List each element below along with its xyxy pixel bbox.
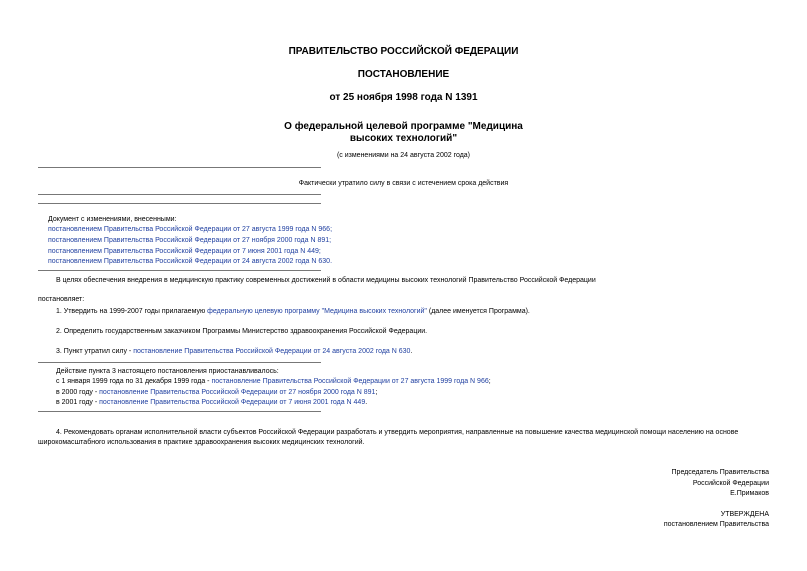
suspension-link[interactable]: постановление Правительства Российской Федерации от 27 ноября 2000 года N 891 — [99, 389, 376, 396]
suspension-item — [56, 398, 367, 407]
status-note: Фактически утратило силу в связи с истечением срока действия — [298, 180, 509, 187]
paragraph-3-suffix: . — [410, 348, 413, 355]
decrees-word: постановляет: — [38, 296, 85, 303]
suspension-link[interactable]: постановление Правительства Российской Федерации от 7 июня 2001 года N 449 — [99, 399, 366, 406]
suspension-link[interactable]: постановление Правительства Российской Федерации от 27 августа 1999 года N 966 — [211, 378, 489, 385]
suspension-suffix: . — [365, 399, 368, 406]
suspension-prefix: в 2000 году - — [56, 389, 98, 396]
divider — [38, 194, 321, 195]
paragraph-1-prefix: 1. Утвердить на 1999-2007 годы прилагаемую — [56, 308, 206, 315]
paragraph-4-line-1: 4. Рекомендовать органам исполнительной власти субъектов Российской Федерации разработать и утвердить мероприятия, направленные на повышение качества медицинской помощи населению на основе — [56, 429, 739, 436]
change-link[interactable]: постановлением Правительства Российской Федерации от 27 августа 1999 года N 966; — [48, 226, 333, 233]
date-number: от 25 ноября 1998 года N 1391 — [329, 92, 478, 103]
paragraph-3-prefix: 3. Пункт утратил силу - — [56, 348, 132, 355]
program-link[interactable]: федеральную целевую программу "Медицина высоких технологий" — [207, 308, 427, 315]
change-link[interactable]: постановлением Правительства Российской Федерации от 7 июня 2001 года N 449; — [48, 248, 321, 255]
divider — [38, 203, 321, 204]
title-line-1: О федеральной целевой программе "Медицина — [284, 121, 523, 132]
divider — [38, 167, 321, 168]
suspension-suffix: ; — [375, 389, 378, 396]
government-heading: ПРАВИТЕЛЬСТВО РОССИЙСКОЙ ФЕДЕРАЦИИ — [288, 46, 519, 57]
title-line-2: высоких технологий" — [349, 133, 458, 144]
paragraph-3 — [56, 347, 412, 356]
paragraph-2: 2. Определить государственным заказчиком Программы Министерство здравоохранения Российской Федерации. — [56, 328, 428, 335]
signature-country: Российской Федерации — [692, 480, 769, 487]
approved-label: УТВЕРЖДЕНА — [720, 511, 769, 518]
suspension-suffix: ; — [488, 378, 491, 385]
intro-paragraph: В целях обеспечения внедрения в медицинскую практику современных достижений в области медицины высоких технологий Правительство Российской Федерации — [56, 277, 596, 284]
repeal-link[interactable]: постановление Правительства Российской Федерации от 24 августа 2002 года N 630 — [133, 348, 411, 355]
divider — [38, 270, 321, 271]
suspension-item — [56, 377, 491, 386]
amendments-note: (с изменениями на 24 августа 2002 года) — [336, 152, 471, 159]
suspension-prefix: с 1 января 1999 года по 31 декабря 1999 года - — [56, 378, 210, 385]
paragraph-1 — [56, 307, 530, 316]
divider — [38, 411, 321, 412]
suspension-item — [56, 388, 377, 397]
signature-title: Председатель Правительства — [671, 469, 769, 476]
document-type: ПОСТАНОВЛЕНИЕ — [357, 69, 450, 80]
divider — [38, 362, 321, 363]
paragraph-4-line-2: широкомасштабного использования в практике здравоохранения высоких медицинских технологий. — [38, 439, 365, 446]
signature-name: Е.Примаков — [730, 490, 769, 497]
changes-heading: Документ с изменениями, внесенными: — [48, 216, 177, 223]
paragraph-1-suffix: (далее именуется Программа). — [428, 308, 530, 315]
change-link[interactable]: постановлением Правительства Российской Федерации от 27 ноября 2000 года N 891; — [48, 237, 332, 244]
approved-by: постановлением Правительства — [663, 521, 769, 528]
suspension-prefix: в 2001 году - — [56, 399, 98, 406]
change-link[interactable]: постановлением Правительства Российской Федерации от 24 августа 2002 года N 630. — [48, 258, 333, 265]
suspension-heading: Действие пункта 3 настоящего постановления приостанавливалось: — [56, 368, 279, 375]
